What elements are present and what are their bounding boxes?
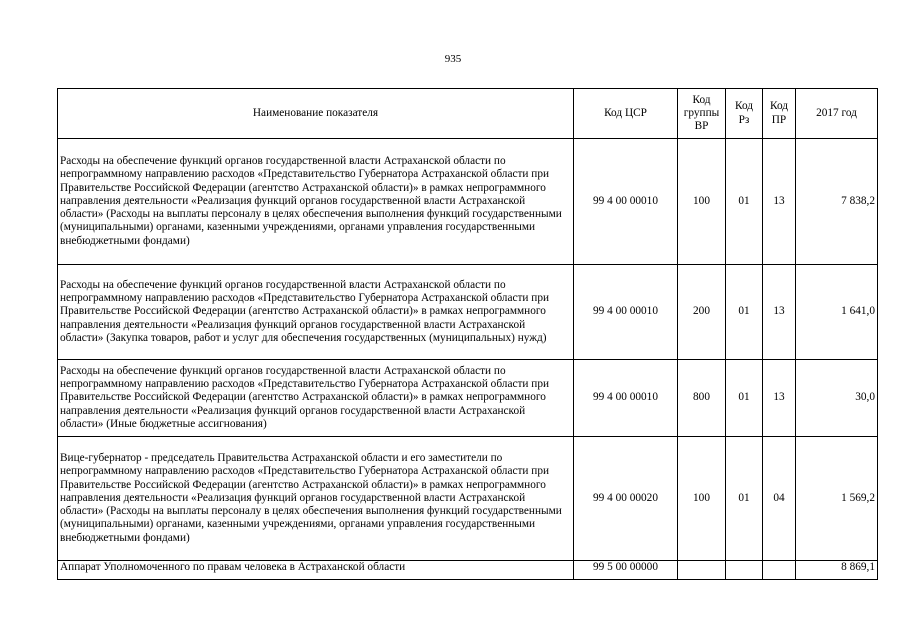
table-row [58,139,878,265]
row-rz: 01 [726,360,763,437]
row-rz: 01 [726,139,763,265]
header-rz-line2: Рз [738,113,750,126]
row-name: Расходы на обеспечение функций органов государственной власти Астраханской области по непрограммному направлению расходов «Представительство Губернатора Астраханской области при Правительстве Российской Федерации (агентство Астраханской области)» в рамках непрограммного направления деятельности «Реализация функций органов государственной власти Астраханской области» (Иные бюджетные ассигнования) [58,360,574,437]
row-pr: 13 [763,265,796,360]
header-pr-line2: ПР [771,113,787,126]
row-amount: 7 838,2 [796,139,878,265]
row-amount: 8 869,1 [796,561,878,580]
header-vr-line2: группы [683,106,720,119]
header-name: Наименование показателя [58,89,574,139]
row-pr: 13 [763,139,796,265]
row-amount: 30,0 [796,360,878,437]
row-csr: 99 4 00 00010 [574,360,678,437]
row-csr: 99 4 00 00010 [574,139,678,265]
row-csr: 99 4 00 00010 [574,265,678,360]
row-vr [678,561,726,580]
budget-table [57,88,878,580]
header-csr: Код ЦСР [574,89,678,139]
row-vr: 100 [678,139,726,265]
row-vr: 100 [678,437,726,561]
row-name: Аппарат Уполномоченного по правам человека в Астраханской области [58,561,574,580]
header-vr-line1: Код [692,93,711,106]
header-pr-line1: Код [769,100,789,113]
row-rz: 01 [726,437,763,561]
header-vr-line3: ВР [694,120,709,133]
table-header-row [58,89,878,139]
row-pr: 04 [763,437,796,561]
row-name: Расходы на обеспечение функций органов государственной власти Астраханской области по непрограммному направлению расходов «Представительство Губернатора Астраханской области при Правительстве Российской Федерации (агентство Астраханской области)» в рамках непрограммного направления деятельности «Реализация функций органов государственной власти Астраханской области» (Расходы на выплаты персоналу в целях обеспечения выполнения функций государственными (муниципальными) органами, казенными учреждениями, органами управления государственными внебюджетными фондами) [58,139,574,265]
row-pr [763,561,796,580]
row-vr: 200 [678,265,726,360]
row-rz [726,561,763,580]
table-row [58,437,878,561]
row-rz: 01 [726,265,763,360]
header-pr [763,89,796,139]
row-csr: 99 5 00 00000 [574,561,678,580]
row-amount: 1 641,0 [796,265,878,360]
header-year: 2017 год [796,89,878,139]
table-row [58,360,878,437]
table-row [58,265,878,360]
row-name: Расходы на обеспечение функций органов государственной власти Астраханской области по непрограммному направлению расходов «Представительство Губернатора Астраханской области при Правительстве Российской Федерации (агентство Астраханской области)» в рамках непрограммного направления деятельности «Реализация функций органов государственной власти Астраханской области» (Закупка товаров, работ и услуг для обеспечения государственных (муниципальных) нужд) [58,265,574,360]
row-vr: 800 [678,360,726,437]
header-vr [678,89,726,139]
row-name: Вице-губернатор - председатель Правительства Астраханской области и его заместители по непрограммному направлению расходов «Представительство Губернатора Астраханской области при Правительстве Российской Федерации (агентство Астраханской области)» в рамках непрограммного направления деятельности «Реализация функций органов государственной власти Астраханской области» (Расходы на выплаты персоналу в целях обеспечения выполнения функций государственными (муниципальными) органами, казенными учреждениями, органами управления государственными внебюджетными фондами) [58,437,574,561]
row-amount: 1 569,2 [796,437,878,561]
page-number: 935 [444,53,462,65]
table-row [58,561,878,580]
header-rz-line1: Код [734,100,754,113]
row-pr: 13 [763,360,796,437]
header-rz [726,89,763,139]
row-csr: 99 4 00 00020 [574,437,678,561]
